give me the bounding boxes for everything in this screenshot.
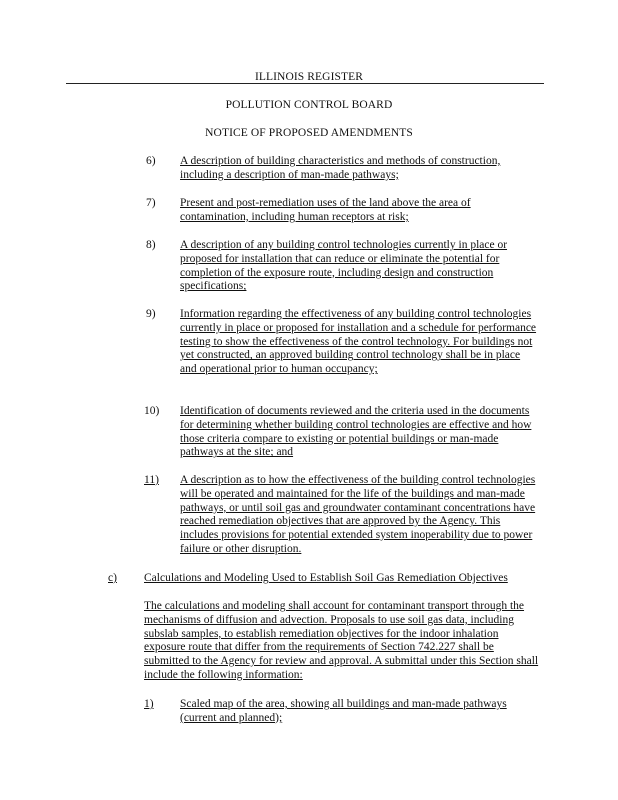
subitem-1-number: 1) (144, 698, 154, 710)
section-c-letter: c) (108, 572, 117, 584)
item-9-text: Information regarding the effectiveness of any building control technologies currently in place or proposed for installation and a schedule for performance testing to show the effectiveness of the control technology. For buildings not yet constructed, an approved building control technology shall be in place and operational prior to human occupancy; (180, 308, 537, 376)
section-c-paragraph: The calculations and modeling shall account for contaminant transport through the mechanisms of diffusion and advection. Proposals to use soil gas data, including subslab samples, to establish remediation objectives for the indoor inhalation exposure route that differ from the requirements of Section 742.227 shall be submitted to the Agency for review and approval. A submittal under this Section shall include the following information: (144, 600, 539, 681)
notice-header: NOTICE OF PROPOSED AMENDMENTS (205, 127, 413, 139)
register-header: ILLINOIS REGISTER (254, 71, 364, 83)
item-7-text: Present and post-remediation uses of the land above the area of contamination, including human receptors at risk; (180, 197, 471, 223)
item-7-number: 7) (146, 197, 156, 209)
header-rule (66, 83, 544, 84)
item-6-number: 6) (146, 155, 156, 167)
item-9-number: 9) (146, 308, 156, 320)
board-header: POLLUTION CONTROL BOARD (225, 99, 393, 111)
item-11-number: 11) (144, 474, 159, 486)
section-c-heading: Calculations and Modeling Used to Establish Soil Gas Remediation Objectives (144, 572, 508, 584)
item-8-text: A description of any building control technologies currently in place or proposed for installation that can reduce or eliminate the potential for completion of the exposure route, including design and construction specifications; (180, 239, 508, 293)
item-10-number: 10) (144, 405, 160, 417)
item-8-number: 8) (146, 239, 156, 251)
subitem-1-text: Scaled map of the area, showing all buildings and man-made pathways (current and planned); (180, 698, 507, 724)
item-10-text: Identification of documents reviewed and the criteria used in the documents for determining whether building control technologies are effective and how those criteria compare to existing or potential buildings or man-made pathways at the site; and (180, 405, 532, 459)
item-11-text: A description as to how the effectiveness of the building control technologies will be operated and maintained for the life of the buildings and man-made pathways, or until soil gas and groundwater contaminant concentrations have reached remediation objectives that are approved by the Agency. This includes provisions for potential extended system inoperability due to power failure or other disruption. (180, 474, 536, 555)
item-6-text: A description of building characteristics and methods of construction, including a description of man-made pathways; (180, 155, 501, 181)
